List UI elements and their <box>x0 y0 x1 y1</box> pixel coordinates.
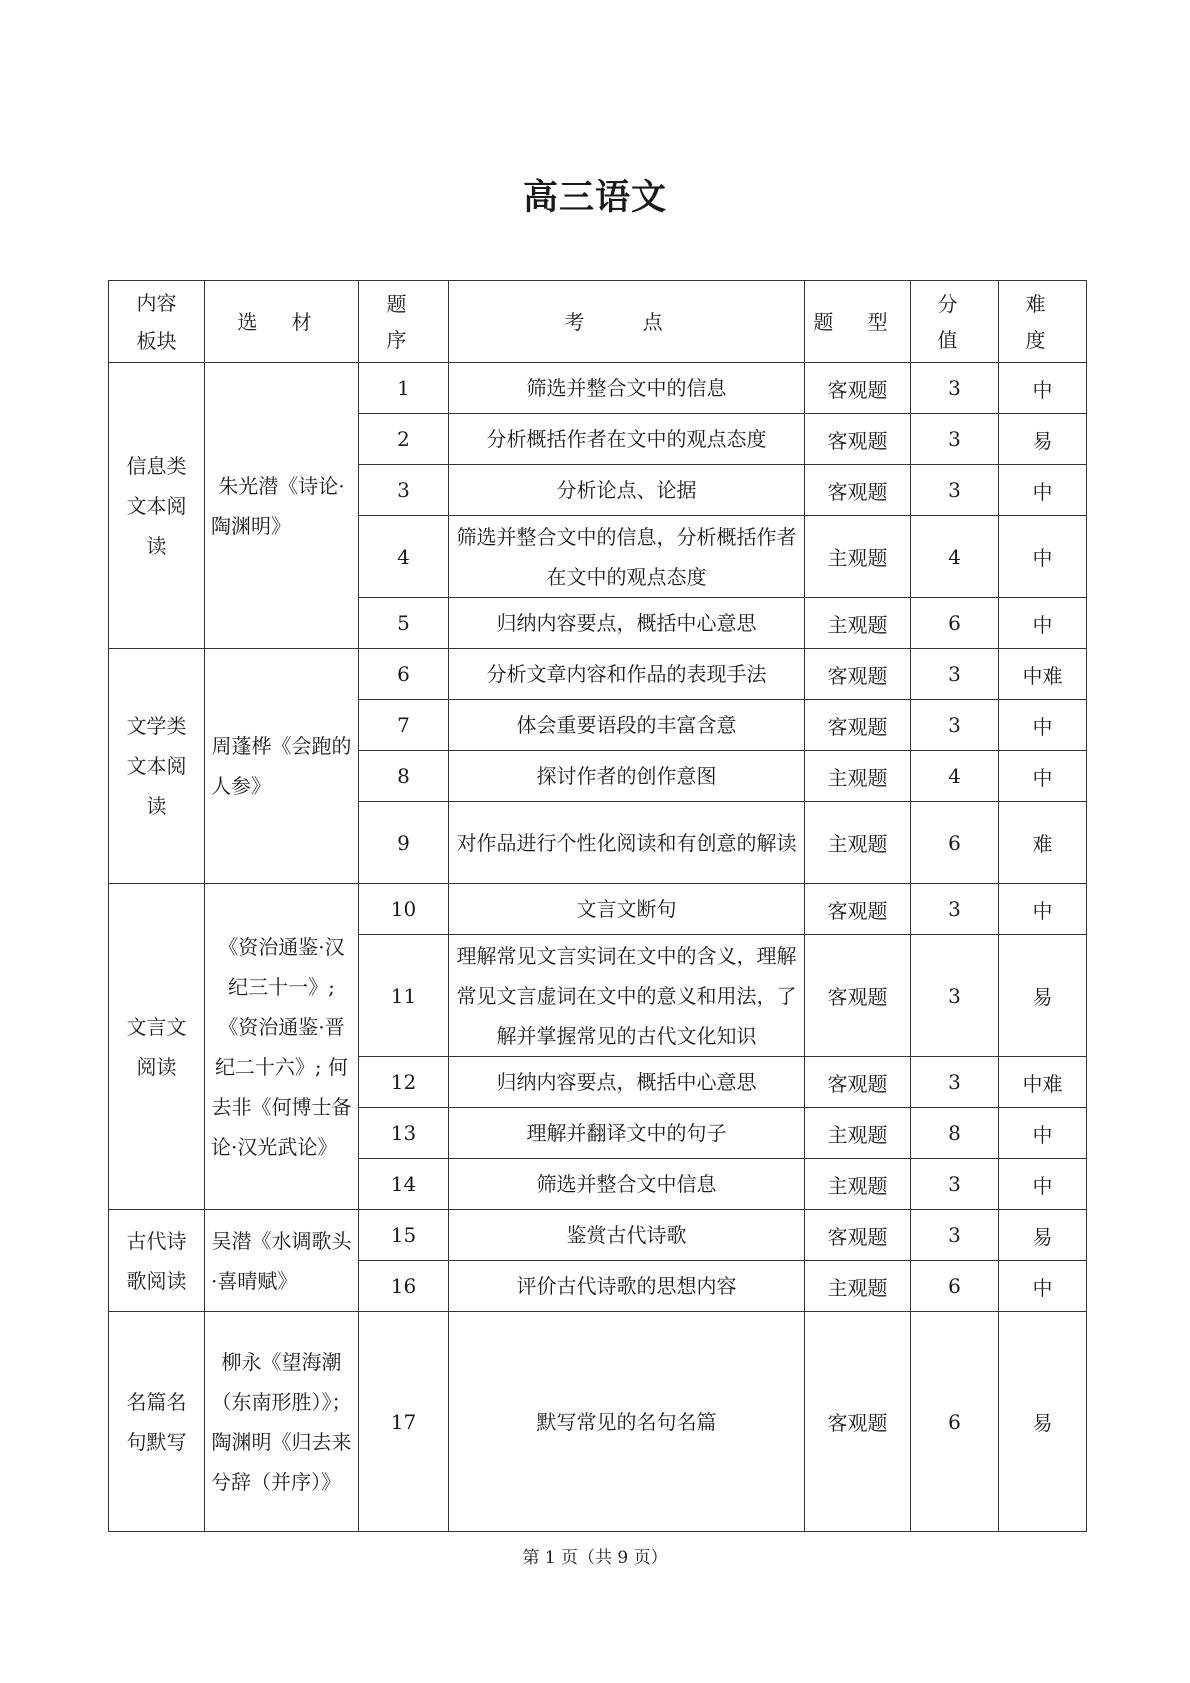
difficulty: 中 <box>999 465 1087 516</box>
exam-spec-table <box>108 280 1087 1532</box>
question-type: 客观题 <box>805 1210 911 1261</box>
question-type: 客观题 <box>805 465 911 516</box>
difficulty: 难 <box>999 802 1087 884</box>
score: 6 <box>911 1312 999 1532</box>
header-number: 题 序 <box>359 281 449 363</box>
question-number: 8 <box>359 751 449 802</box>
question-type: 客观题 <box>805 649 911 700</box>
header-type: 题 型 <box>805 281 911 363</box>
exam-point: 分析文章内容和作品的表现手法 <box>449 649 805 700</box>
exam-point: 理解常见文言实词在文中的含义，理解常见文言虚词在文中的意义和用法，了解并掌握常见的古代文化知识 <box>449 935 805 1057</box>
exam-point: 文言文断句 <box>449 884 805 935</box>
exam-point: 筛选并整合文中的信息 <box>449 363 805 414</box>
difficulty: 中 <box>999 363 1087 414</box>
header-material: 选 材 <box>205 281 359 363</box>
question-type: 主观题 <box>805 598 911 649</box>
header-point: 考 点 <box>449 281 805 363</box>
question-number: 9 <box>359 802 449 884</box>
question-type: 客观题 <box>805 414 911 465</box>
score: 3 <box>911 935 999 1057</box>
score: 3 <box>911 1159 999 1210</box>
question-number: 16 <box>359 1261 449 1312</box>
exam-point: 探讨作者的创作意图 <box>449 751 805 802</box>
difficulty: 易 <box>999 935 1087 1057</box>
question-number: 3 <box>359 465 449 516</box>
question-number: 5 <box>359 598 449 649</box>
exam-point: 对作品进行个性化阅读和有创意的解读 <box>449 802 805 884</box>
question-number: 12 <box>359 1057 449 1108</box>
score: 3 <box>911 1210 999 1261</box>
question-type: 主观题 <box>805 802 911 884</box>
difficulty: 中 <box>999 1159 1087 1210</box>
score: 6 <box>911 598 999 649</box>
difficulty: 中 <box>999 598 1087 649</box>
exam-point: 默写常见的名句名篇 <box>449 1312 805 1532</box>
header-row <box>109 281 1087 363</box>
exam-point: 分析论点、论据 <box>449 465 805 516</box>
material-cell: 柳永《望海潮（东南形胜）》；陶渊明《归去来兮辞（并序）》 <box>205 1312 359 1532</box>
exam-point: 归纳内容要点，概括中心意思 <box>449 598 805 649</box>
header-score: 分 值 <box>911 281 999 363</box>
difficulty: 中难 <box>999 649 1087 700</box>
difficulty: 中 <box>999 516 1087 598</box>
exam-point: 筛选并整合文中信息 <box>449 1159 805 1210</box>
difficulty: 中难 <box>999 1057 1087 1108</box>
table-row <box>109 884 1087 935</box>
question-number: 10 <box>359 884 449 935</box>
exam-point: 归纳内容要点，概括中心意思 <box>449 1057 805 1108</box>
difficulty: 易 <box>999 1210 1087 1261</box>
exam-point: 筛选并整合文中的信息，分析概括作者在文中的观点态度 <box>449 516 805 598</box>
table-row <box>109 1210 1087 1261</box>
material-cell: 吴潜《水调歌头·喜晴赋》 <box>205 1210 359 1312</box>
exam-point: 体会重要语段的丰富含意 <box>449 700 805 751</box>
block-cell: 信息类文本阅读 <box>109 363 205 649</box>
exam-point: 鉴赏古代诗歌 <box>449 1210 805 1261</box>
exam-point: 理解并翻译文中的句子 <box>449 1108 805 1159</box>
score: 4 <box>911 516 999 598</box>
difficulty: 中 <box>999 751 1087 802</box>
material-cell: 《资治通鉴·汉纪三十一》;《资治通鉴·晋纪二十六》; 何去非《何博士备论·汉光武论》 <box>205 884 359 1210</box>
block-cell: 文言文阅读 <box>109 884 205 1210</box>
question-number: 13 <box>359 1108 449 1159</box>
page-title: 高三语文 <box>522 178 667 218</box>
question-type: 主观题 <box>805 1159 911 1210</box>
header-difficulty: 难 度 <box>999 281 1087 363</box>
question-number: 15 <box>359 1210 449 1261</box>
question-number: 2 <box>359 414 449 465</box>
score: 3 <box>911 414 999 465</box>
question-type: 客观题 <box>805 1057 911 1108</box>
difficulty: 中 <box>999 1108 1087 1159</box>
difficulty: 中 <box>999 1261 1087 1312</box>
difficulty: 易 <box>999 1312 1087 1532</box>
question-number: 4 <box>359 516 449 598</box>
question-type: 主观题 <box>805 516 911 598</box>
question-number: 11 <box>359 935 449 1057</box>
score: 3 <box>911 465 999 516</box>
question-number: 6 <box>359 649 449 700</box>
score: 3 <box>911 649 999 700</box>
page-footer: 第 1 页（共 9 页） <box>522 1548 668 1568</box>
score: 3 <box>911 1057 999 1108</box>
material-cell: 朱光潜《诗论·陶渊明》 <box>205 363 359 649</box>
score: 3 <box>911 363 999 414</box>
block-cell: 古代诗歌阅读 <box>109 1210 205 1312</box>
difficulty: 中 <box>999 884 1087 935</box>
score: 8 <box>911 1108 999 1159</box>
question-type: 客观题 <box>805 1312 911 1532</box>
exam-point: 分析概括作者在文中的观点态度 <box>449 414 805 465</box>
exam-point: 评价古代诗歌的思想内容 <box>449 1261 805 1312</box>
question-number: 1 <box>359 363 449 414</box>
table-row <box>109 1312 1087 1532</box>
question-type: 客观题 <box>805 363 911 414</box>
table-row <box>109 649 1087 700</box>
block-cell: 文学类文本阅读 <box>109 649 205 884</box>
score: 4 <box>911 751 999 802</box>
score: 6 <box>911 802 999 884</box>
difficulty: 易 <box>999 414 1087 465</box>
question-type: 客观题 <box>805 700 911 751</box>
question-number: 7 <box>359 700 449 751</box>
difficulty: 中 <box>999 700 1087 751</box>
table-row <box>109 363 1087 414</box>
score: 3 <box>911 884 999 935</box>
question-type: 客观题 <box>805 935 911 1057</box>
question-type: 主观题 <box>805 751 911 802</box>
material-cell: 周蓬桦《会跑的人参》 <box>205 649 359 884</box>
question-type: 客观题 <box>805 884 911 935</box>
header-block: 内容板块 <box>109 281 205 363</box>
block-cell: 名篇名句默写 <box>109 1312 205 1532</box>
question-number: 14 <box>359 1159 449 1210</box>
question-type: 主观题 <box>805 1108 911 1159</box>
question-number: 17 <box>359 1312 449 1532</box>
score: 6 <box>911 1261 999 1312</box>
score: 3 <box>911 700 999 751</box>
question-type: 主观题 <box>805 1261 911 1312</box>
